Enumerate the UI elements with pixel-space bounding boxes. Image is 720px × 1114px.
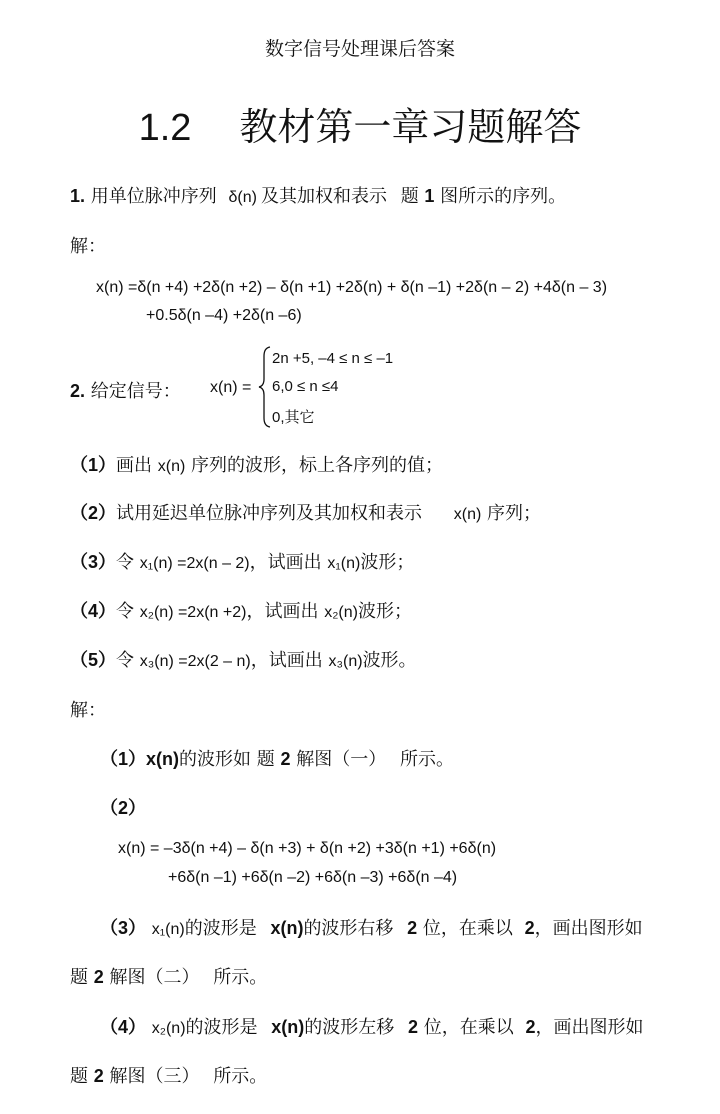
equation-line: +6δ(n –1) +6δ(n –2) +6δ(n –3) +6δ(n –4) <box>168 869 458 886</box>
sub-question-5 <box>70 646 417 672</box>
sub-question-3 <box>70 548 414 574</box>
item-text: 所示。 <box>213 967 268 988</box>
item-number: （4） <box>70 601 117 621</box>
item-text: 试用延迟单位脉冲序列及其加权和表示 <box>116 503 423 524</box>
item-number: （1） <box>70 455 117 475</box>
math-expr: x(n) <box>453 506 482 523</box>
item-text: 题 <box>70 967 88 988</box>
item-number: （3） <box>100 918 147 938</box>
item-text: 令 <box>116 650 135 671</box>
case-row: 0,其它 <box>272 409 315 426</box>
piecewise-lhs: x(n) = <box>210 379 252 396</box>
solution-item-1 <box>100 745 454 771</box>
solution-label: 解： <box>70 700 106 721</box>
math-expr: x₁(n) <box>151 921 185 938</box>
item-text: 题 <box>256 749 275 770</box>
delta-symbol: δ(n) <box>228 189 257 206</box>
item-number: （2） <box>100 798 147 818</box>
math-expr: x₃(n) <box>328 653 363 670</box>
question-number: 1. <box>70 186 86 206</box>
figure-number: 2 <box>93 967 104 987</box>
item-text: 位，在乘以 <box>423 1017 514 1038</box>
item-text: ，试画出 <box>250 650 323 671</box>
math-expr: x₁(n) =2x(n – 2) <box>139 555 250 572</box>
item-number: （5） <box>70 650 117 670</box>
math-expr: x₂(n) =2x(n +2) <box>139 604 247 621</box>
item-text: 序列的波形，标上各序列的值； <box>191 455 444 476</box>
figure-number: 2 <box>280 749 291 769</box>
brace-icon <box>258 346 272 428</box>
item-text: ，画出图形如 <box>534 918 643 939</box>
sub-question-1 <box>70 451 443 477</box>
item-text: 的波形左移 <box>304 1017 395 1038</box>
case-row: 2n +5, –4 ≤ n ≤ –1 <box>272 350 394 367</box>
item-number: （4） <box>100 1017 147 1037</box>
figure-number: 2 <box>93 1066 104 1086</box>
question-1 <box>70 182 566 208</box>
item-text: 波形。 <box>362 650 417 671</box>
item-text: 波形； <box>357 601 412 622</box>
item-text: 所示。 <box>213 1066 268 1087</box>
solution-item-3 <box>100 914 643 940</box>
item-text: 解图（二） <box>109 967 200 988</box>
math-expr: x(n) <box>157 458 186 475</box>
solution-item-4-cont <box>70 1062 267 1088</box>
item-text: 位，在乘以 <box>422 918 513 939</box>
question-text: 图所示的序列。 <box>440 186 567 207</box>
item-text: 所示。 <box>399 749 454 770</box>
item-text: 的波形是 <box>185 1017 258 1038</box>
equation-line: x(n) =δ(n +4) +2δ(n +2) – δ(n +1) +2δ(n) + δ(n –1) +2δ(n – 2) +4δ(n – 3) <box>96 279 608 296</box>
question-2 <box>70 377 181 403</box>
item-text: 序列； <box>487 503 542 524</box>
math-expr: x(n) <box>146 749 180 769</box>
item-text: 题 <box>70 1066 88 1087</box>
question-text: 题 <box>400 186 419 207</box>
item-text: 令 <box>116 552 135 573</box>
item-text: ，画出图形如 <box>535 1017 644 1038</box>
question-text: 及其加权和表示 <box>260 186 387 207</box>
sub-question-2 <box>70 499 541 525</box>
case-row: 6,0 ≤ n ≤4 <box>272 378 339 395</box>
section-title-text: 教材第一章习题解答 <box>239 105 582 149</box>
solution-item-3-cont <box>70 963 267 989</box>
running-header: 数字信号处理课后答案 <box>264 38 455 60</box>
question-text: 给定信号： <box>90 381 181 402</box>
item-text: 解图（一） <box>296 749 387 770</box>
math-expr: x₂(n) <box>324 604 358 621</box>
math-expr: x(n) <box>270 918 304 938</box>
sub-question-4 <box>70 597 412 623</box>
item-number: （2） <box>70 503 117 523</box>
number: 2 <box>407 1017 418 1037</box>
item-text: 画出 <box>116 455 153 476</box>
item-text: ，试画出 <box>246 601 319 622</box>
math-expr: x₃(n) =2x(2 – n) <box>139 653 251 670</box>
math-expr: x₁(n) <box>327 555 361 572</box>
solution-item-4 <box>100 1013 643 1039</box>
solution-item-2 <box>100 794 146 820</box>
piecewise-brace <box>258 346 272 428</box>
item-text: 解图（三） <box>109 1066 200 1087</box>
number: 2 <box>524 918 535 938</box>
item-text: 的波形是 <box>184 918 257 939</box>
question-number: 2. <box>70 381 86 401</box>
solution-label: 解： <box>70 236 106 257</box>
math-expr: x₂(n) <box>151 1020 186 1037</box>
item-text: 波形； <box>360 552 415 573</box>
equation-line: +0.5δ(n –4) +2δ(n –6) <box>146 307 302 324</box>
question-text: 用单位脉冲序列 <box>90 186 217 207</box>
number: 2 <box>407 918 418 938</box>
figure-number: 1 <box>424 186 435 206</box>
equation-line: x(n) = –3δ(n +4) – δ(n +3) + δ(n +2) +3δ(n +1) +6δ(n) <box>118 840 497 857</box>
section-number: 1.2 <box>138 107 192 149</box>
math-expr: x(n) <box>271 1017 305 1037</box>
item-number: （3） <box>70 552 117 572</box>
item-text: 的波形右移 <box>303 918 394 939</box>
item-text: 的波形如 <box>179 749 252 770</box>
number: 2 <box>525 1017 536 1037</box>
item-text: ，试画出 <box>249 552 322 573</box>
item-text: 令 <box>116 601 135 622</box>
section-title <box>0 96 720 151</box>
item-number: （1） <box>100 749 147 769</box>
